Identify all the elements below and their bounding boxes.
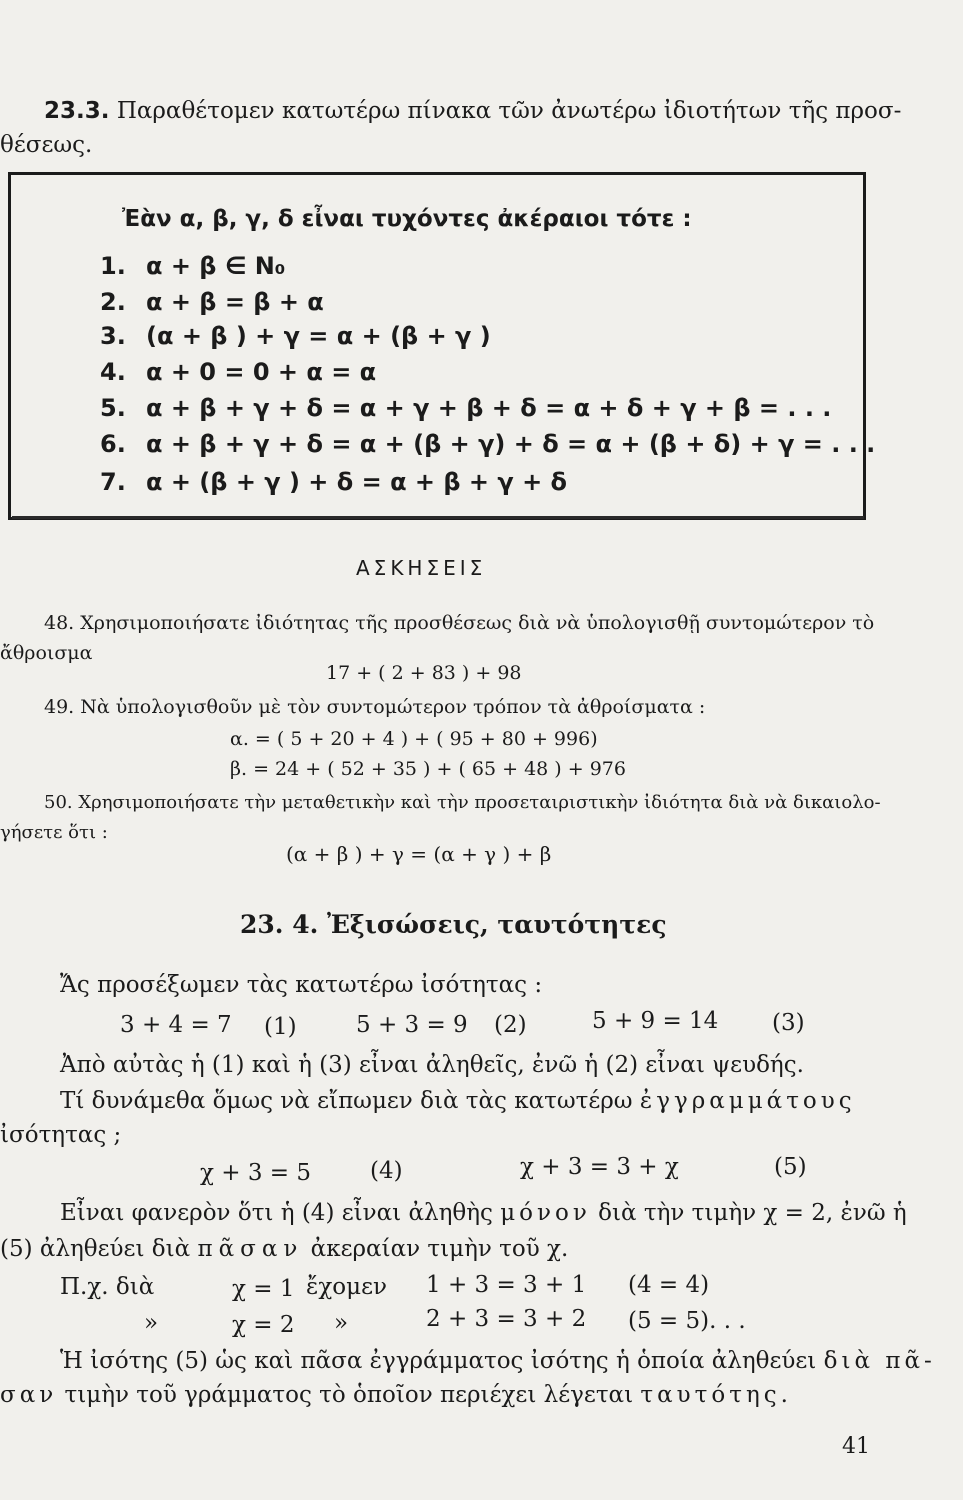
equation-3-number: (3): [772, 1010, 805, 1036]
example-row1-verb: ἔχομεν: [306, 1274, 387, 1300]
example-row2-value: χ = 2: [232, 1312, 295, 1338]
s2-paragraph5-line2: [0, 1382, 792, 1408]
p4-text-a: Εἶναι φανερὸν ὅτι ἡ (4) εἶναι ἀληθὴς: [60, 1200, 493, 1226]
table-row-2-expr: α + β = β + α: [146, 288, 324, 316]
ex48-line1: 48. Χρησιμοποιήσατε ἰδιότητας τῆς προσθέσεως διὰ νὰ ὑπολογισθῇ συντομώτερον τὸ: [44, 612, 875, 634]
example-row2-check: (5 = 5). . .: [628, 1308, 746, 1334]
example-row1-equation: 1 + 3 = 3 + 1: [426, 1272, 587, 1298]
equation-5: χ + 3 = 3 + χ: [520, 1154, 679, 1180]
section-23-4-title: 23. 4. Ἐξισώσεις, ταυτότητες: [240, 910, 667, 939]
p5-emphasis: διὰ πᾶ-: [823, 1348, 936, 1374]
page-number: 41: [842, 1434, 870, 1459]
s2-paragraph4-line2: [0, 1236, 568, 1262]
table-heading: Ἐὰν α, β, γ, δ εἶναι τυχόντες ἀκέραιοι τότε :: [122, 206, 692, 232]
table-row-3-num: 3.: [100, 322, 126, 350]
table-row-5-expr: α + β + γ + δ = α + γ + β + δ = α + δ + γ + β = . . .: [146, 394, 832, 422]
section-text: Παραθέτομεν κατωτέρω πίνακα τῶν ἀνωτέρω ἰδιοτήτων τῆς προσ-: [116, 98, 902, 124]
example-row2-ditto2: »: [334, 1310, 349, 1336]
p4-line2-a: (5) ἀληθεύει διὰ: [0, 1236, 191, 1262]
equation-2-number: (2): [494, 1012, 527, 1038]
ex49-b: β. = 24 + ( 52 + 35 ) + ( 65 + 48 ) + 976: [230, 758, 626, 780]
ex49-line1: 49. Νὰ ὑπολογισθοῦν μὲ τὸν συντομώτερον τρόπον τὰ ἀθροίσματα :: [44, 696, 706, 718]
table-row-6-expr: α + β + γ + δ = α + (β + γ) + δ = α + (β + δ) + γ = . . .: [146, 430, 876, 458]
equation-4-number: (4): [370, 1158, 403, 1184]
table-row-1-num: 1.: [100, 252, 126, 280]
ex50-line1: 50. Χρησιμοποιήσατε τὴν μεταθετικὴν καὶ τὴν προσεταιριστικὴν ἰδιότητα διὰ νὰ δικαιολο-: [44, 792, 881, 813]
p5-line2-emphasis-c: ταυτότης.: [640, 1382, 792, 1408]
table-row-6-num: 6.: [100, 430, 126, 458]
section-23-3-line1: [44, 98, 901, 124]
example-row2-ditto1: »: [144, 1310, 159, 1336]
ex50-line2: γήσετε ὅτι :: [0, 822, 108, 843]
table-row-5-num: 5.: [100, 394, 126, 422]
ex50-expression: (α + β ) + γ = (α + γ ) + β: [286, 842, 552, 866]
section-23-3-line2: θέσεως.: [0, 132, 93, 158]
example-row1-label: Π.χ. διὰ: [60, 1274, 155, 1300]
table-row-2-num: 2.: [100, 288, 126, 316]
table-row-7-expr: α + (β + γ ) + δ = α + β + γ + δ: [146, 468, 568, 496]
p4-line2-emphasis: πᾶσαν: [197, 1236, 304, 1262]
s2-paragraph1: Ἄς προσέξωμεν τὰς κατωτέρω ἰσότητας :: [60, 972, 543, 998]
equation-1-number: (1): [264, 1014, 297, 1040]
equation-3: 5 + 9 = 14: [592, 1008, 719, 1034]
s2-paragraph5-line1: [60, 1348, 936, 1374]
p3-emphasis: ἐγγραμμάτους: [639, 1088, 856, 1114]
table-row-1-expr: α + β ∈ N₀: [146, 252, 286, 280]
example-row2-equation: 2 + 3 = 3 + 2: [426, 1306, 587, 1332]
p4-line2-c: ἀκεραίαν τιμὴν τοῦ χ.: [310, 1236, 569, 1262]
example-row1-value: χ = 1: [232, 1276, 295, 1302]
equation-2: 5 + 3 = 9: [356, 1012, 468, 1038]
p5-text: Ἡ ἰσότης (5) ὡς καὶ πᾶσα ἐγγράμματος ἰσότης ἡ ὁποία ἀληθεύει: [60, 1348, 817, 1374]
equation-5-number: (5): [774, 1154, 807, 1180]
s2-paragraph3-line2: ἰσότητας ;: [0, 1122, 122, 1148]
s2-paragraph2: Ἀπὸ αὐτὰς ἡ (1) καὶ ἡ (3) εἶναι ἀληθεῖς, ἐνῶ ἡ (2) εἶναι ψευδής.: [60, 1052, 804, 1078]
ex49-a: α. = ( 5 + 20 + 4 ) + ( 95 + 80 + 996): [230, 728, 598, 750]
equation-4: χ + 3 = 5: [200, 1160, 311, 1186]
s2-paragraph4-line1: [60, 1200, 907, 1226]
ex48-line2: ἄθροισμα: [0, 642, 93, 664]
table-shadow: [12, 516, 864, 519]
p5-line2-emphasis-a: σαν: [0, 1382, 58, 1408]
ex48-expression: 17 + ( 2 + 83 ) + 98: [326, 662, 522, 684]
section-number: 23.3.: [44, 98, 110, 124]
table-row-4-expr: α + 0 = 0 + α = α: [146, 358, 377, 386]
table-row-4-num: 4.: [100, 358, 126, 386]
table-row-7-num: 7.: [100, 468, 126, 496]
p4-text-c: διὰ τὴν τιμὴν χ = 2, ἐνῶ ἡ: [598, 1200, 907, 1226]
exercises-title: ΑΣΚΗΣΕΙΣ: [356, 556, 487, 580]
p5-line2-text: τιμὴν τοῦ γράμματος τὸ ὁποῖον περιέχει λέγεται: [64, 1382, 634, 1408]
s2-paragraph3-line1: [60, 1088, 856, 1114]
table-row-3-expr: (α + β ) + γ = α + (β + γ ): [146, 322, 491, 350]
p4-emphasis: μόνον: [500, 1200, 591, 1226]
equation-1: 3 + 4 = 7: [120, 1012, 232, 1038]
p3-text: Τί δυνάμεθα ὅμως νὰ εἴπωμεν διὰ τὰς κατωτέρω: [60, 1088, 633, 1114]
example-row1-check: (4 = 4): [628, 1272, 710, 1298]
